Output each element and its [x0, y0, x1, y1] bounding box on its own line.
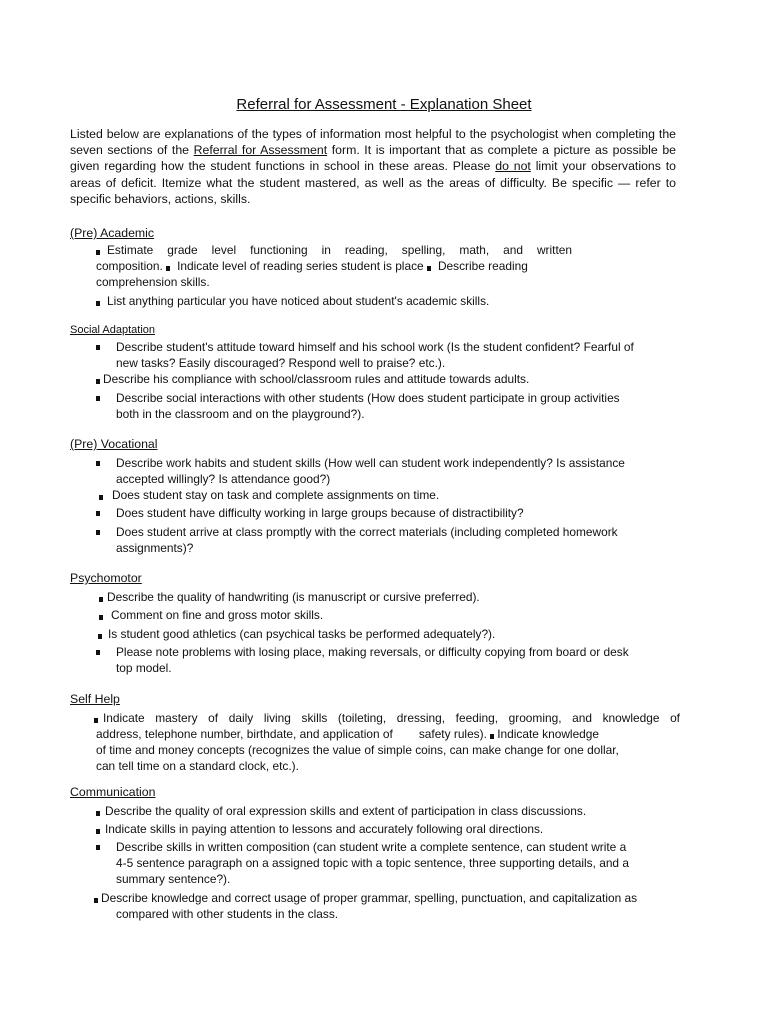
bullet-icon: [99, 615, 103, 620]
intro-paragraph: [70, 126, 676, 207]
section-heading-communication: Communication: [70, 785, 156, 799]
intro-text-2: form. It is important that as complete a picture as possible be given regarding how the student functions in school in these areas. Please: [70, 143, 676, 174]
bullet-icon: [427, 266, 431, 271]
list-item: summary sentence?).: [116, 872, 231, 886]
bullet-icon: [96, 345, 100, 350]
bullet-icon: [96, 250, 100, 255]
list-item: both in the classroom and on the playground?).: [116, 407, 365, 421]
list-item: of time and money concepts (recognizes the value of simple coins, can make change for one dollar,: [96, 743, 619, 757]
list-item: Indicate skills in paying attention to lessons and accurately following oral directions.: [96, 822, 543, 838]
list-item: 4-5 sentence paragraph on a assigned topic with a topic sentence, three supporting details, and a: [116, 856, 629, 870]
section-heading-psychomotor: Psychomotor: [70, 571, 142, 585]
list-item: comprehension skills.: [96, 275, 210, 289]
list-item: assignments)?: [116, 541, 194, 555]
form-name: Referral for Assessment: [193, 143, 328, 158]
list-item: Describe the quality of oral expression skills and extent of participation in class discussions.: [96, 804, 586, 820]
document-page: Referral for Assessment - Explanation Sheet Listed below are explanations of the types of information most helpful to the psychologist when completing the seven sections of the Referral for Assessment form. It is important that as complete a picture as possible be given regarding how the student functions in school in these areas. Please do not limit your observations to areas of deficit. Itemize what the student mastered, as well as the areas of difficulty. Be specific — refer to specific behaviors, actions, skills. (Pre) Academic Estimate grade level functioning in reading, spelling, math, and written composition. Indicate level of reading series student is place Describe reading comprehension skills. List anything particular you have noticed about student's academic skills. Social Adaptation Describe student's attitude toward himself and his school work (Is the student confident? Fearful of new tasks? Easily discouraged? Respond well to praise? etc.). Describe his compliance with school/classroom rules and attitude towards adults. Describe social interactions with other students (How does student participate in group activities both in the classroom and on the playground?). (Pre) Vocational Describe work habits and student skills (How well can student work independently? Is assistance accepted willingly? Is attendance good?) Does student stay on task and complete assignments on time. Does student have difficulty working in large groups because of distractibility? Does student arrive at class promptly with the correct materials (including completed homework assignments)? Psychomotor Describe the quality of handwriting (is manuscript or cursive preferred). Comment on fine and gross motor skills. Is student good athletics (can psychical tasks be performed adequately?). Please note problems with losing place, making reversals, or difficulty copying from board or desk top model. Self Help Indicate mastery of daily living skills (toileting, dressing, feeding, grooming, and knowledge of address, telephone number, birthdate, and application of safety rules). Indicate knowledge of time and money concepts (recognizes the value of simple coins, can make change for one dollar, can tell time on a standard clock, etc.). Communication Describe the quality of oral expression skills and extent of participation in class discussions. Indicate skills in paying attention to lessons and accurately following oral directions. Describe skills in written composition (can student write a complete sentence, can student write a 4-5 sentence paragraph on a assigned topic with a topic sentence, three supporting details, and a summary sentence?). Describe knowledge and correct usage of proper grammar, spelling, punctuation, and capitalization as compared with other students in the class.: [0, 0, 768, 1024]
bullet-icon: [94, 718, 98, 723]
intro-text-3: limit your observations to areas of deficit. Itemize what the student mastered, as well as the areas of difficulty. Be specific — refer to specific behaviors, actions, skills.: [70, 159, 676, 206]
bullet-icon: [99, 495, 103, 500]
list-item: composition. Indicate level of reading series student is place Describe reading: [96, 259, 528, 273]
section-heading-self-help: Self Help: [70, 692, 120, 706]
bullet-icon: [96, 379, 100, 384]
list-item: accepted willingly? Is attendance good?): [116, 472, 331, 486]
bullet-icon: [166, 266, 170, 271]
list-item: Estimate grade level functioning in reading, spelling, math, and written: [96, 243, 572, 259]
bullet-icon: [96, 650, 100, 655]
list-item: Comment on fine and gross motor skills.: [99, 608, 323, 624]
list-item: address, telephone number, birthdate, and application of safety rules). Indicate knowledge: [96, 727, 600, 741]
list-item: new tasks? Easily discouraged? Respond well to praise? etc.).: [116, 356, 446, 370]
section-heading-social-adaptation: Social Adaptation: [70, 324, 156, 336]
bullet-icon: [96, 511, 100, 516]
bullet-icon: [99, 597, 103, 602]
intro-text-1: Listed below are explanations of the types of information most helpful to the psychologist when completing the seven sections of the: [70, 127, 676, 158]
section-heading-pre-vocational: (Pre) Vocational: [70, 437, 158, 451]
bullet-icon: [96, 301, 100, 306]
list-item: Describe knowledge and correct usage of proper grammar, spelling, punctuation, and capitalization as: [94, 891, 637, 907]
bullet-icon: [96, 396, 100, 401]
list-item: top model.: [116, 661, 172, 675]
bullet-icon: [96, 845, 100, 850]
list-item: Describe his compliance with school/classroom rules and attitude towards adults.: [96, 372, 529, 388]
list-item: Is student good athletics (can psychical tasks be performed adequately?).: [98, 627, 495, 643]
bullet-icon: [96, 829, 100, 834]
list-item: List anything particular you have noticed about student's academic skills.: [96, 294, 489, 310]
bullet-icon: [96, 530, 100, 535]
list-item: compared with other students in the class.: [116, 907, 339, 921]
bullet-icon: [98, 634, 102, 639]
list-item: can tell time on a standard clock, etc.).: [96, 759, 299, 773]
list-item: Describe the quality of handwriting (is manuscript or cursive preferred).: [99, 590, 480, 606]
bullet-icon: [96, 461, 100, 466]
section-heading-pre-academic: (Pre) Academic: [70, 226, 155, 240]
bullet-icon: [96, 811, 100, 816]
bullet-icon: [94, 898, 98, 903]
bullet-icon: [490, 734, 494, 739]
list-item: Does student stay on task and complete assignments on time.: [99, 488, 439, 504]
emphasis-do-not: do not: [495, 159, 531, 174]
document-title: Referral for Assessment - Explanation Sheet: [236, 96, 532, 113]
list-item: Indicate mastery of daily living skills (toileting, dressing, feeding, grooming, and knowledge of: [94, 711, 680, 727]
